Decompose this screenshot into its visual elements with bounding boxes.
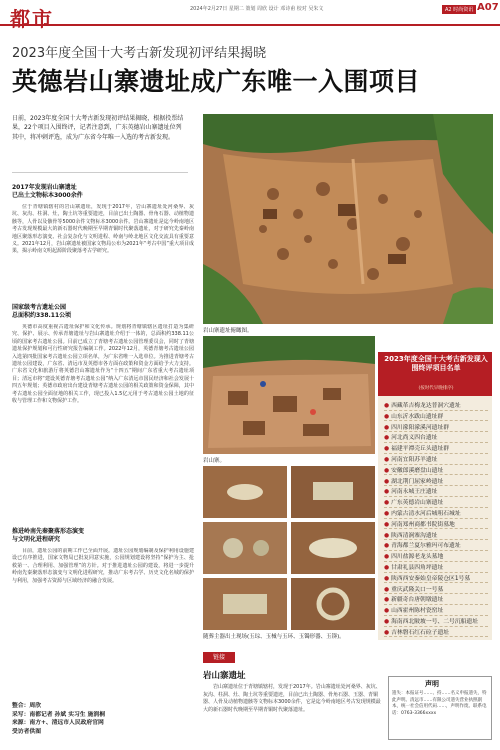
article-headline: 英德岩山寨遗址成广东唯一入围项目 [12,67,421,96]
finalist-list-item-label: 新疆奇台唐朝墩遗址 [391,597,444,604]
finalist-list-item-label: 四川濛阳濛溪河遗址群 [391,424,450,431]
finalist-list-item-label: 陕西清涧寨沟遗址 [391,532,438,539]
bullet-icon: ● [384,489,390,496]
finalist-list-item [384,551,490,560]
link-title: 岩山寨遗址 [203,671,246,681]
artifacts-photo-caption: 随葬主器出土现场(玉琮、玉械与玉环、玉镯形器、玉锛)。 [203,634,345,640]
site-photo-caption: 岩山寨。 [203,458,226,464]
bullet-icon: ● [384,413,390,420]
bullet-icon: ● [384,511,390,517]
finalist-list-item-label: 吉林磐石红石砬子遗址 [391,629,450,636]
finalist-list-item-label: 山东沂水跋山遗址群 [391,413,444,420]
artifacts-photo [203,466,375,630]
site-photo-image [203,336,375,454]
bullet-icon: ● [384,619,390,625]
finalist-list-item-label: 山西霍州陈村瓷窑址 [391,608,444,615]
notice-text: 遗失：本报证号……、持……名义申报遗失，特此声明。清远市……有限公司遗失营业执照副本，统一社会信用代码……，声明作废。联系电话：0763-3366xxxx [392,691,487,716]
finalist-list-item [384,411,490,420]
credit-writer: 采写：南都记者 孙斌 实习生 施润桐 [12,711,106,718]
finalist-list-item [384,540,490,549]
finalist-list-item [384,454,490,463]
finalist-list-item [384,584,490,593]
bullet-icon: ● [384,629,390,636]
bullet-icon: ● [384,478,390,485]
section-text-3: 目前，遗址公园的前期工作已全面开展。遗址公园规划编制及保护利用设施建设已有序推进，国家文物局已批复同意实施，公园规划建设将坚持“保护为主、抢救第一、合理利用、加强管理”的方针。对于推进遗址公园的建设，将进一步提升岭南先秦聚落形态演变与文明化进程研究，推动广东考古学、历史文化名城的保护与利用，加强考古资源与区域经济的融合发展。 [12,548,194,584]
finalist-list-item [384,476,490,485]
bullet-icon: ● [384,532,390,539]
finalist-list-item-label: 河南永城王庄遗址 [391,489,438,496]
finalist-list-item [384,508,490,517]
finalist-list-item-label: 福建平潭壳丘头遗址群 [391,446,450,453]
finalist-list-item-label: 河南宜阳苏羊遗址 [391,457,438,463]
bullet-icon: ● [384,575,390,582]
finalist-list-item [384,443,490,452]
link-text: 岩山寨遗址位于青塘镇辖村，发现于2017年。岩山寨遗址处河桑界、灰坑、灰沟、柱洞、灶、陶土坑等重要遗迹，目前已出土陶器、骨角石器、玉器、青铜器、人骨及动植物遗骸等文物标本3000余件，它是迄今岭南地区考古发现规模最大的新石器时代晚期至早期青铜时代聚落遗址。 [203,684,381,713]
finalist-list-item-label: 四川盐源老龙头墓地 [391,554,444,561]
finalist-list-item [384,465,490,474]
lead-paragraph: 日前，2023年度全国十大考古新发现初评结果揭晓，根据投票结果，22个项目入围终评，记者注意到，广东英德岩山寨遗址位列其中，将冲刺评选，成为广东省今年唯一入选的考古新发现。 [12,115,184,141]
bullet-icon: ● [384,435,390,442]
bullet-icon: ● [384,446,390,453]
finalist-list-item [384,400,490,409]
page-header [0,0,500,31]
bullet-icon: ● [384,543,390,550]
site-photo [203,336,375,454]
article-subtitle: 2023年度全国十大考古新发现初评结果揭晓 [12,46,267,61]
finalist-list-box [378,352,492,640]
finalist-list-item [384,605,490,614]
finalist-list-item-label: 重庆武隆关口一号墓 [391,586,444,593]
aerial-photo [203,114,493,324]
section-heading-1: 2017年发现岩山寨遗址 已出土文物标本3000余件 [12,184,83,199]
finalist-list-item [384,530,490,539]
edition-tag: A2 时尚资讯 [442,5,476,14]
bullet-icon: ● [384,554,390,561]
finalist-list-item [384,627,490,636]
list-divider [384,636,488,637]
bullet-icon: ● [384,597,390,604]
finalist-list-item-label: 海南西北陂坡一号、二号沉船遗址 [391,619,479,625]
bullet-icon: ● [384,403,390,409]
finalist-list-item [384,573,490,582]
finalist-list-item-label: 内蒙古清水河后城咀石城址 [391,511,461,517]
bullet-icon: ● [384,565,390,571]
finalist-list-item [384,519,490,528]
aerial-photo-image [203,114,493,324]
finalist-list-item [384,594,490,603]
finalist-list-item-label: 西藏革吉梅龙达普洞穴遗址 [391,403,461,409]
finalist-list-item-label: 青海都兰夏尔雅玛可布遗址 [391,543,461,550]
finalist-list-item [384,486,490,495]
page-number: A07 [477,2,499,13]
credits [12,702,192,736]
finalist-list-item-label: 河北尚义四台遗址 [391,435,438,442]
finalist-list-item-label: 陕西西安秦始皇帝陵仓区1号墓 [391,575,471,582]
finalist-list-item-label: 安徽郎溪磨盘山遗址 [391,467,444,474]
finalist-list-item-label: 湖北荆门屈家岭遗址 [391,478,444,485]
bullet-icon: ● [384,521,390,528]
section-text-2: 英德市高度重视古遗址保护和文化传承。规划将青塘镇辖区遗址打造为集研究、保护、展示、传承青塘遗址与岩山寨遗址介绍于一体的，总面积约338.11公顷的国家考古遗址公园。目前已成立了青塘考古遗址公园管理委员会，同时了青塘遗址保护规划和可行性研究报告编制工作。2022年12月，英德青塘考古遗址公园入选第四批国家考古遗址公园立项名单，为广东省唯一入选单位。为推进青塘考古遗址公园建设，广东省、清远市及英德市各方面在政策和资金方面给予大力支持。广东省文化和旅游厅将英德岩山寨遗址作为“十四五”期间广东省重大考古遗址项目；清远市将“建设英德青塘考古遗址公园”纳入广东清远市国民经济和社会发展十四五年规划；英德市政府出台建设青塘考古遗址公园的相关政策和资金保障，其中考古遗址公园全面征地的相关工作，现已投入1.5亿元用于考古遗址公园土地的征收与管理工作和文物保护工作。 [12,324,194,405]
section-tag: 都市 [10,7,54,31]
credit-photo: 受访者供图 [12,728,41,735]
bullet-icon: ● [384,608,390,615]
issue-info: 2024年2月27日 星期二 策划 周欣 设计 邓诗甫 校对 吴朱文 [190,6,324,12]
bullet-icon: ● [384,500,390,507]
credit-source: 来源：南方+、清远市人民政府官网 [12,720,104,726]
finalist-list-item-label: 甘肃礼县四角坪遗址 [391,565,444,571]
finalist-list-item [384,497,490,506]
notice-box [388,676,492,740]
section-text-1: 位于青塘镇辖村的岩山寨遗址，发现于2017年，岩山寨遗址处河桑界、灰坑、灰沟、柱洞、灶，陶土坑等重要遗迹，目前已出土陶器、骨角石器、动植物遗骸等，人骨以及骸骨等5000余件文物标本3000余件。岩山寨遗址是迄今岭南地区考古发现规模最大的新石器时代晚期至早期青铜时代聚落遗址，对于研究先秦岭南地区聚落形态演变、社会复杂化与文明进程、岭南与岭北地区文化交流具有重要意义。2021年12月，岩山寨遗址被国家文物局公布为2021年“考古中国”重大项目成果，揭示岭南文明起源阶段聚落考古学研究。 [12,204,194,255]
finalist-list-item [384,432,490,441]
notice-title: 声明 [425,680,439,688]
aerial-photo-caption: 岩山寨遗址俯瞰图。 [203,328,253,334]
bullet-icon: ● [384,457,390,463]
bullet-icon: ● [384,424,390,431]
link-ribbon: 链接 [203,652,235,663]
bullet-icon: ● [384,467,390,474]
bullet-icon: ● [384,586,390,593]
finalist-list-item [384,616,490,625]
finalist-list-header [378,352,492,396]
finalist-list-item [384,422,490,431]
finalist-list-item [384,562,490,571]
credit-editor: 整合：周欣 [12,703,41,709]
finalist-list-item-label: 广东英德岩山寨遗址 [391,500,444,507]
finalist-list-item-label: 河南郑州商都书院街墓地 [391,521,455,528]
section-heading-3: 推进岭南先秦聚落形态演变 与文明化进程研究 [12,528,85,543]
finalist-list-title: 2023年度全国十大考古新发现入围终评项目名单 [384,355,488,372]
artifacts-photo-image [203,466,375,630]
section-heading-2: 国家级考古遗址公园 总面积约338.11公顷 [12,304,72,319]
finalist-list-subtitle: (按时代早晚排序) [418,386,454,391]
